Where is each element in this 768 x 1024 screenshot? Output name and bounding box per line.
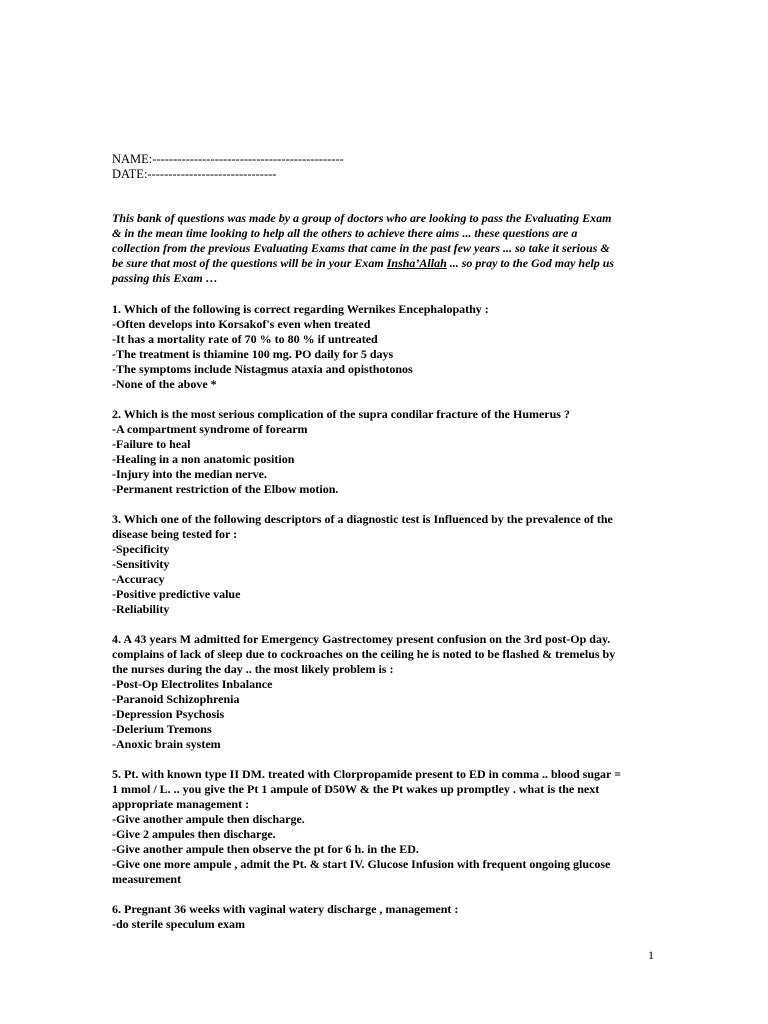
intro-paragraph: [112, 211, 652, 286]
answer-option: -Delerium Tremons: [112, 722, 212, 736]
answer-option: -A compartment syndrome of forearm: [112, 422, 308, 436]
question-text: appropriate management :: [112, 797, 250, 811]
question-list: [112, 302, 652, 947]
question-6: [112, 902, 652, 932]
answer-option: -Give 2 ampules then discharge.: [112, 827, 276, 841]
answer-option: measurement: [112, 872, 182, 886]
answer-option: -Permanent restriction of the Elbow motion.: [112, 482, 339, 496]
question-1: [112, 302, 652, 392]
answer-option: -Post-Op Electrolites Inbalance: [112, 677, 273, 691]
answer-option: -do sterile speculum exam: [112, 917, 245, 931]
answer-option: -The symptoms include Nistagmus ataxia and opisthotonos: [112, 362, 413, 376]
answer-option: -Often develops into Korsakof's even when treated: [112, 317, 371, 331]
answer-option: -Paranoid Schizophrenia: [112, 692, 240, 706]
intro-line: passing this Exam …: [112, 271, 218, 285]
question-text: 1. Which of the following is correct regarding Wernikes Encephalopathy :: [112, 302, 489, 316]
answer-option: -Healing in a non anatomic position: [112, 452, 295, 466]
answer-option: -Specificity: [112, 542, 170, 556]
page-number: 1: [648, 948, 654, 962]
question-text: disease being tested for :: [112, 527, 238, 541]
answer-option: -Depression Psychosis: [112, 707, 225, 721]
answer-option: -Injury into the median nerve.: [112, 467, 267, 481]
question-5: [112, 767, 652, 887]
answer-option: -Reliability: [112, 602, 170, 616]
answer-option: -None of the above *: [112, 377, 217, 391]
answer-option: -Failure to heal: [112, 437, 191, 451]
answer-option: -Positive predictive value: [112, 587, 241, 601]
answer-option: -Anoxic brain system: [112, 737, 221, 751]
answer-option: -Give one more ampule , admit the Pt. & start IV. Glucose Infusion with frequent ongoing glucose: [112, 857, 611, 871]
intro-text: ... so pray to the God may help us: [446, 256, 615, 270]
question-2: [112, 407, 652, 497]
answer-option: -Sensitivity: [112, 557, 170, 571]
intro-text: be sure that most of the questions will be in your Exam: [112, 256, 387, 270]
answer-option: -It has a mortality rate of 70 % to 80 % if untreated: [112, 332, 378, 346]
answer-option: -Give another ampule then observe the pt for 6 h. in the ED.: [112, 842, 419, 856]
name-field-line: NAME:----------------------------------------------: [112, 152, 344, 166]
question-text: the nurses during the day .. the most likely problem is :: [112, 662, 394, 676]
form-header: [112, 152, 344, 182]
question-text: complains of lack of sleep due to cockroaches on the ceiling he is noted to be flashed & tremelus by: [112, 647, 616, 661]
answer-option: -Give another ampule then discharge.: [112, 812, 305, 826]
question-4: [112, 632, 652, 752]
answer-option: -Accuracy: [112, 572, 165, 586]
question-3: [112, 512, 652, 617]
question-text: 5. Pt. with known type II DM. treated with Clorpropamide present to ED in comma .. blood sugar =: [112, 767, 621, 781]
intro-line: [112, 256, 652, 271]
question-text: 2. Which is the most serious complication of the supra condilar fracture of the Humerus ?: [112, 407, 570, 421]
date-field-line: DATE:-------------------------------: [112, 167, 277, 181]
intro-line: This bank of questions was made by a group of doctors who are looking to pass the Evaluating Exam: [112, 211, 612, 225]
intro-line: collection from the previous Evaluating Exams that came in the past few years ... so take it serious &: [112, 241, 610, 255]
question-text: 1 mmol / L. .. you give the Pt 1 ampule of D50W & the Pt wakes up promptley . what is the next: [112, 782, 600, 796]
question-text: 6. Pregnant 36 weeks with vaginal watery discharge , management :: [112, 902, 459, 916]
answer-option: -The treatment is thiamine 100 mg. PO daily for 5 days: [112, 347, 394, 361]
insha-allah-underlined: Insha’Allah: [386, 256, 447, 270]
question-text: 4. A 43 years M admitted for Emergency Gastrectomey present confusion on the 3rd post-Op day.: [112, 632, 611, 646]
intro-line: & in the mean time looking to help all the others to achieve there aims ... these questions are a: [112, 226, 578, 240]
question-text: 3. Which one of the following descriptors of a diagnostic test is Influenced by the prevalence of the: [112, 512, 613, 526]
